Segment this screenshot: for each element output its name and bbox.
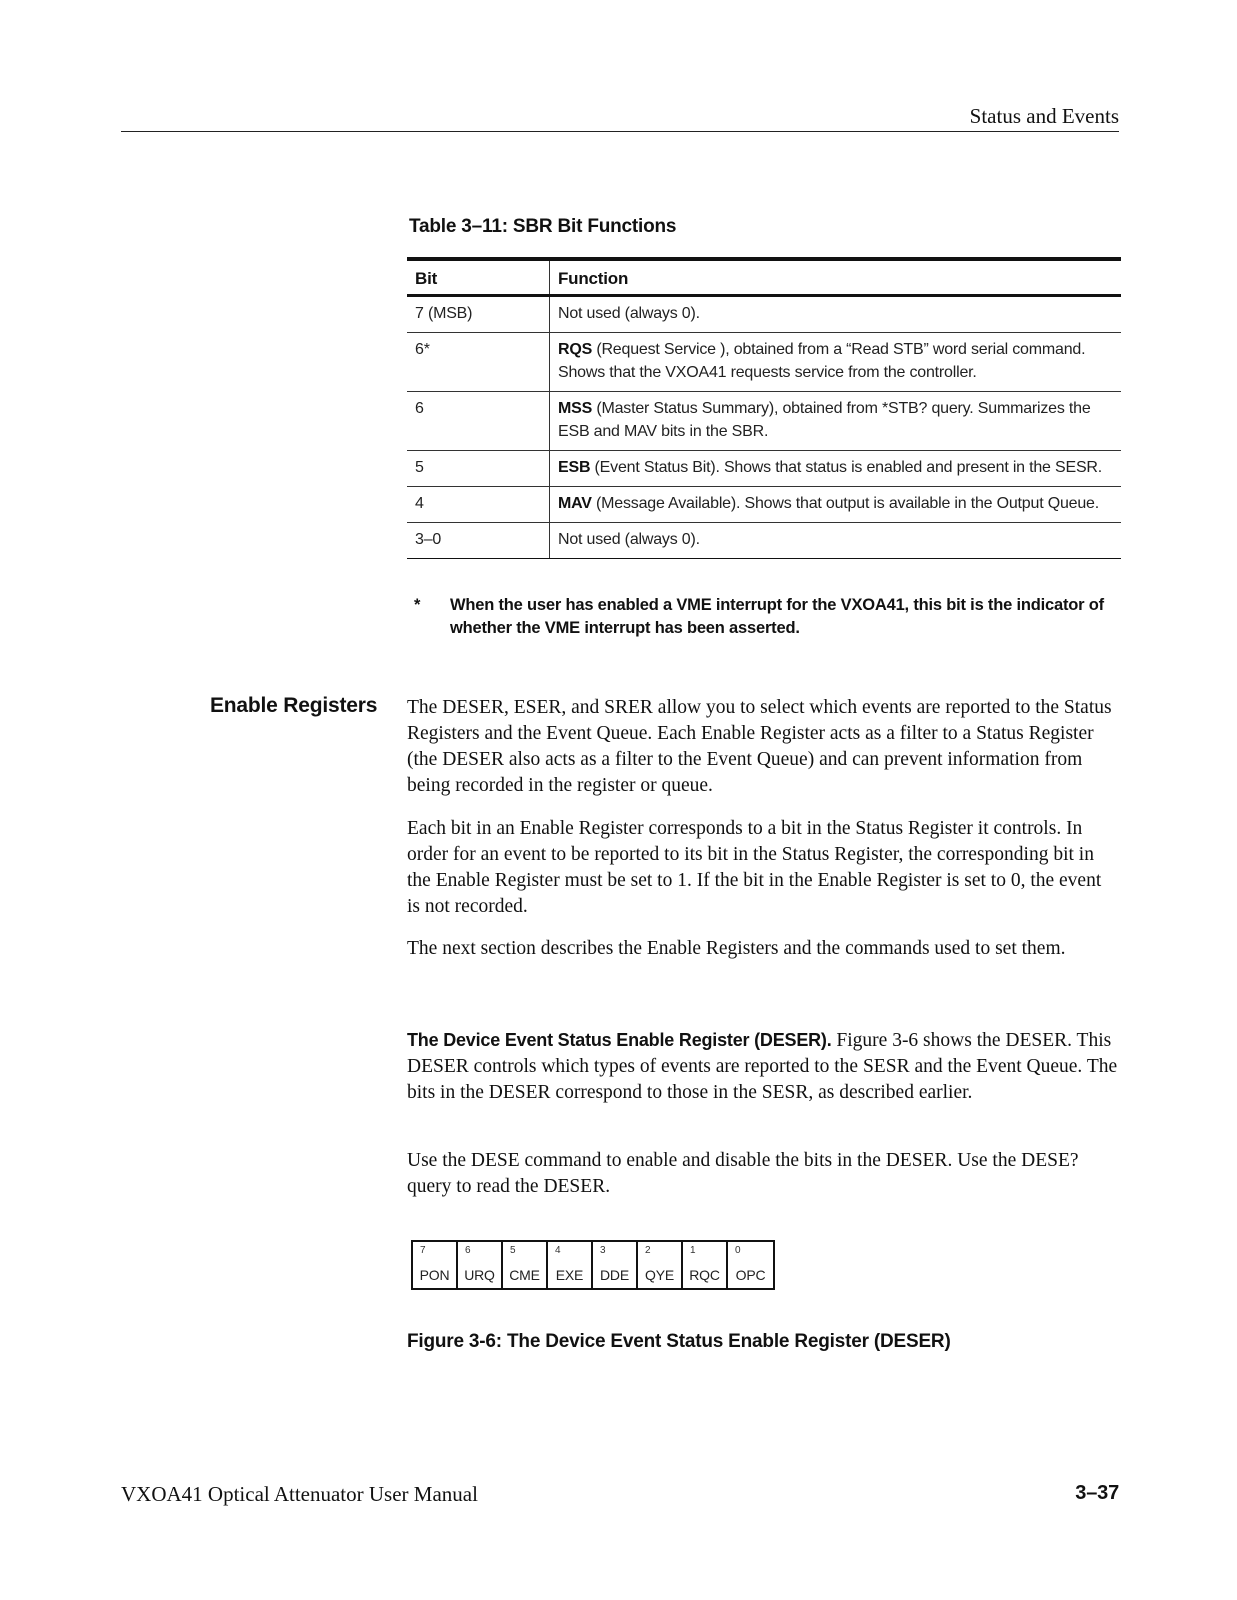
function-desc: (Request Service ), obtained from a “Read STB” word serial command. Shows that the VXOA41 requests service from the controller. — [558, 341, 1086, 381]
function-desc: (Master Status Summary), obtained from *STB? query. Summarizes the ESB and MAV bits in the SBR. — [558, 400, 1091, 440]
register-bit-cell — [638, 1242, 683, 1288]
body-paragraph: The next section describes the Enable Registers and the commands used to set them. — [407, 938, 1066, 959]
body-paragraph: The DESER, ESER, and SRER allow you to select which events are reported to the Status Registers and the Event Queue. Each Enable Register acts as a filter to a Status Register (the DESER also acts as a filter to the Event Queue) and can prevent information from being recorded in the register or queue. — [407, 697, 1112, 796]
section-heading: Enable Registers — [210, 694, 378, 717]
bit-number: 0 — [735, 1245, 741, 1256]
footer-manual-title: VXOA41 Optical Attenuator User Manual — [121, 1482, 478, 1506]
bit-cell: 6* — [407, 333, 550, 392]
sbr-bit-functions-table — [407, 257, 1121, 559]
deser-register-diagram — [411, 1240, 775, 1290]
bit-name: RQC — [689, 1267, 720, 1283]
register-bit-cell — [503, 1242, 548, 1288]
bit-number: 1 — [690, 1245, 696, 1256]
bit-number: 6 — [465, 1245, 471, 1256]
bit-name: OPC — [735, 1267, 766, 1283]
column-header-function: Function — [550, 259, 1122, 296]
function-cell — [550, 392, 1122, 451]
function-cell — [550, 487, 1122, 523]
table-row — [407, 333, 1121, 392]
function-term: MSS — [558, 400, 593, 417]
bit-number: 4 — [555, 1245, 561, 1256]
table-caption: Table 3–11: SBR Bit Functions — [409, 216, 677, 237]
body-paragraph: Use the DESE command to enable and disable the bits in the DESER. Use the DESE? query to read the DESER. — [407, 1150, 1079, 1197]
footer-page-number: 3–37 — [1075, 1482, 1119, 1504]
function-term: RQS — [558, 341, 593, 358]
bit-name: EXE — [555, 1267, 584, 1283]
function-desc: (Message Available). Shows that output is available in the Output Queue. — [591, 495, 1099, 512]
running-head: Status and Events — [969, 104, 1119, 128]
function-desc: (Event Status Bit). Shows that status is enabled and present in the SESR. — [590, 459, 1103, 476]
table-header-row — [407, 259, 1121, 296]
deser-paragraph-text: Figure 3-6 shows the DESER. This DESER controls which types of events are reported to the SESR and the Event Queue. The bits in the DESER correspond to those in the SESR, as described earlier. — [407, 1030, 1118, 1103]
register-bit-cell — [593, 1242, 638, 1288]
footnote-marker: * — [414, 596, 421, 614]
bit-name: CME — [509, 1267, 540, 1283]
body-paragraph: Each bit in an Enable Register corresponds to a bit in the Status Register it controls. In order for an event to be reported to its bit in the Status Register, the corresponding bit in the Enable Register must be set to 1. If the bit in the Enable Register is set to 0, the event is not recorded. — [407, 818, 1102, 917]
bit-name: DDE — [600, 1267, 629, 1283]
function-desc: Not used (always 0). — [558, 305, 700, 322]
bit-cell: 5 — [407, 451, 550, 487]
bit-number: 2 — [645, 1245, 651, 1256]
bit-cell: 6 — [407, 392, 550, 451]
function-cell — [550, 523, 1122, 559]
table-row — [407, 451, 1121, 487]
table-row — [407, 392, 1121, 451]
table-row — [407, 523, 1121, 559]
bit-name: PON — [419, 1267, 450, 1283]
function-term: ESB — [558, 459, 591, 476]
column-header-bit: Bit — [407, 259, 550, 296]
bit-cell: 7 (MSB) — [407, 296, 550, 333]
bit-number: 3 — [600, 1245, 606, 1256]
figure-caption: Figure 3-6: The Device Event Status Enable Register (DESER) — [407, 1331, 951, 1352]
bit-cell: 4 — [407, 487, 550, 523]
bit-cell: 3–0 — [407, 523, 550, 559]
function-desc: Not used (always 0). — [558, 531, 700, 548]
function-term: MAV — [558, 495, 592, 512]
register-bit-cell — [548, 1242, 593, 1288]
deser-paragraph — [407, 1027, 1119, 1106]
table-row — [407, 487, 1121, 523]
register-bit-cell — [413, 1242, 458, 1288]
bit-name: QYE — [645, 1267, 674, 1283]
register-bit-cell — [728, 1242, 773, 1288]
deser-runin-heading: The Device Event Status Enable Register (DESER). — [407, 1030, 832, 1050]
bit-number: 5 — [510, 1245, 516, 1256]
table-footnote — [414, 594, 1114, 640]
register-bit-cell — [683, 1242, 728, 1288]
function-cell — [550, 333, 1122, 392]
header-rule — [121, 131, 1119, 132]
function-cell — [550, 451, 1122, 487]
bit-number: 7 — [420, 1245, 426, 1256]
footnote-text: When the user has enabled a VME interrupt for the VXOA41, this bit is the indicator of whether the VME interrupt has been asserted. — [450, 596, 1104, 637]
bit-name: URQ — [464, 1267, 495, 1283]
function-cell — [550, 296, 1122, 333]
table-row — [407, 296, 1121, 333]
register-bit-cell — [458, 1242, 503, 1288]
